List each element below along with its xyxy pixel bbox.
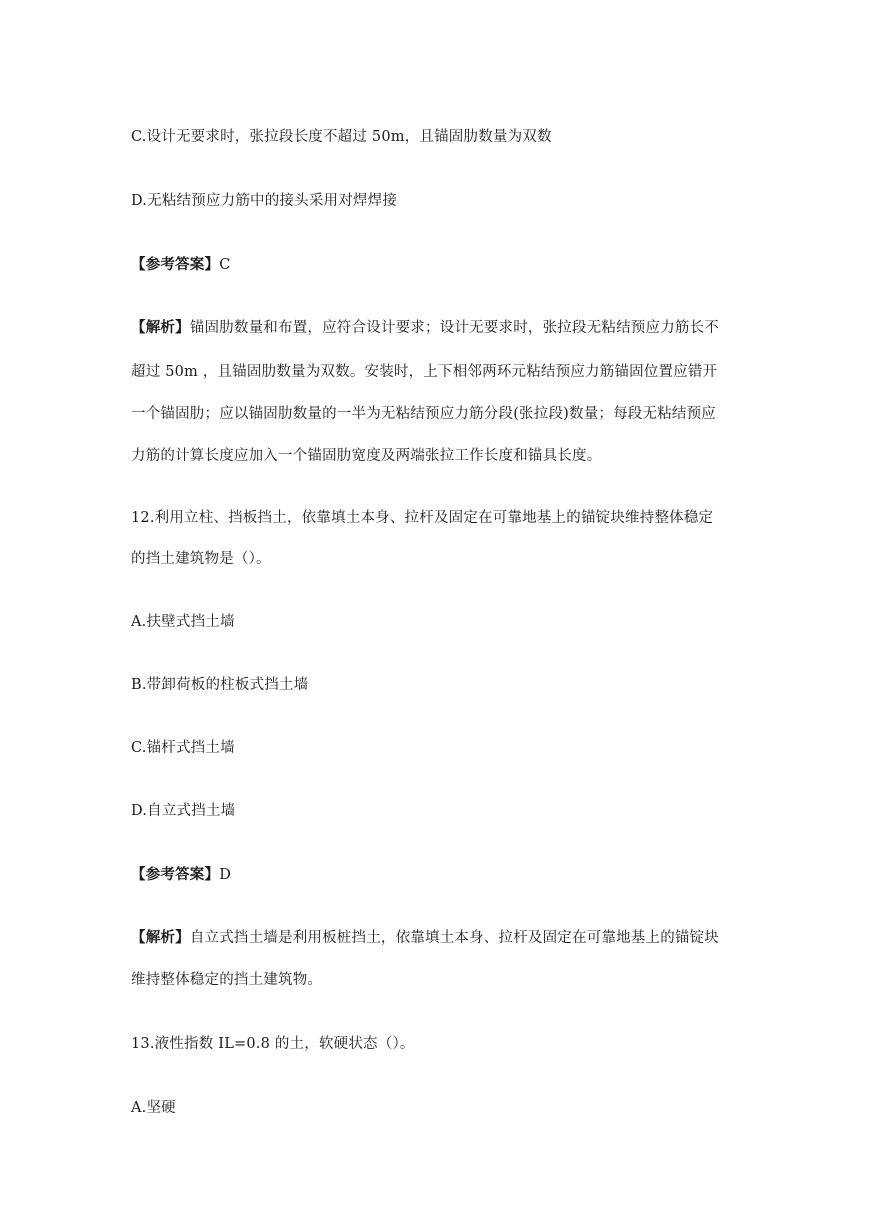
q12-analysis-line-1	[131, 928, 751, 948]
q12-question-line-2: 的挡土建筑物是（）。	[131, 551, 271, 567]
q12-answer	[131, 865, 751, 885]
q11-analysis-line-2: 超过 50m ，且锚固肋数量为双数。安装时，上下相邻两环元粘结预应力筋锚固位置应错开	[131, 364, 718, 380]
answer-value: D	[219, 867, 232, 883]
answer-label: 【参考答案】	[131, 257, 220, 273]
q12-option-d: D.自立式挡土墙	[131, 803, 236, 819]
q12-option-a: A.扶壁式挡土墙	[131, 614, 235, 630]
q11-analysis-line-1	[131, 318, 751, 338]
q13-option-a: A.坚硬	[131, 1100, 176, 1116]
q12-analysis-line-2: 维持整体稳定的挡土建筑物。	[131, 972, 323, 988]
q12-option-c: C.锚杆式挡土墙	[131, 740, 235, 756]
q11-analysis-line-3: 一个锚固肋；应以锚固肋数量的一半为无粘结预应力筋分段(张拉段)数量；每段无粘结预应	[131, 406, 717, 422]
analysis-label: 【解析】	[131, 320, 190, 336]
analysis-text: 锚固肋数量和布置，应符合设计要求；设计无要求时，张拉段无粘结预应力筋长不	[189, 320, 720, 336]
analysis-text: 自立式挡土墙是利用板桩挡土，依靠填土本身、拉杆及固定在可靠地基上的锚锭块	[189, 930, 720, 946]
q11-analysis-line-4: 力筋的计算长度应加入一个锚固肋宽度及两端张拉工作长度和锚具长度。	[131, 448, 602, 464]
q13-question-line-1: 13.液性指数 IL=0.8 的土，软硬状态（）。	[131, 1036, 415, 1052]
q11-answer	[131, 255, 751, 275]
q11-option-d: D.无粘结预应力筋中的接头采用对焊焊接	[131, 193, 398, 209]
analysis-label: 【解析】	[131, 930, 190, 946]
q12-option-b: B.带卸荷板的柱板式挡土墙	[131, 677, 309, 693]
answer-value: C	[219, 257, 231, 273]
q11-option-c: C.设计无要求时，张拉段长度不超过 50m，且锚固肋数量为双数	[131, 129, 552, 145]
q12-question-line-1: 12.利用立柱、挡板挡土，依靠填土本身、拉杆及固定在可靠地基上的锚锭块维持整体稳定	[131, 510, 714, 526]
answer-label: 【参考答案】	[131, 867, 220, 883]
